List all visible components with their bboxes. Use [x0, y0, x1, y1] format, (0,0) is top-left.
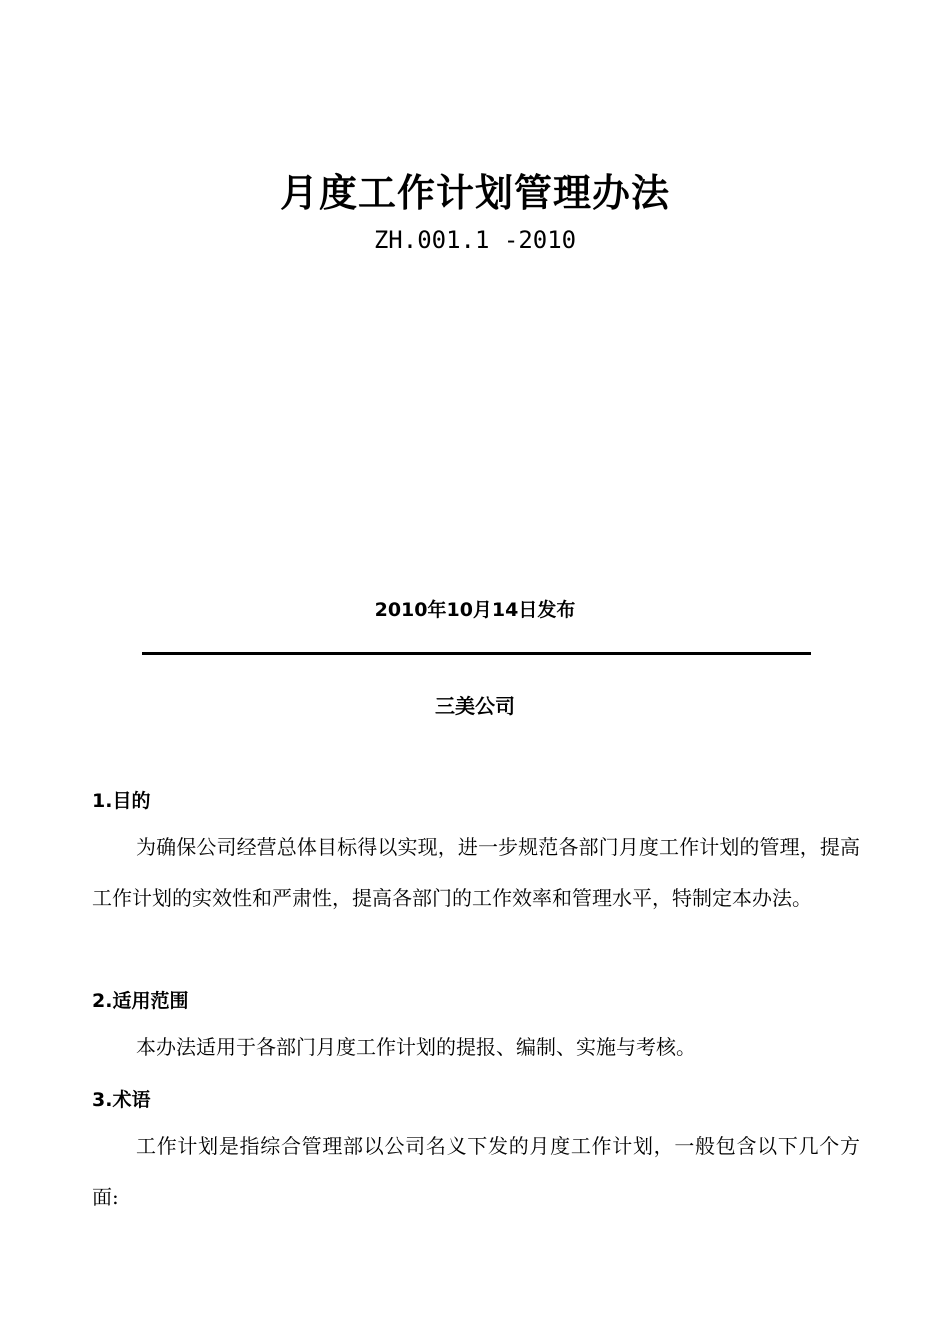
- paragraph-terms: 工作计划是指综合管理部以公司名义下发的月度工作计划，一般包含以下几个方面:: [92, 1134, 860, 1209]
- document-title: 月度工作计划管理办法: [279, 171, 670, 215]
- paragraph-purpose: 为确保公司经营总体目标得以实现，进一步规范各部门月度工作计划的管理，提高工作计划的实效性和严肃性，提高各部门的工作效率和管理水平，特制定本办法。: [92, 835, 860, 910]
- section-body-terms: [92, 1121, 860, 1223]
- document-code: ZH.001.1 -2010: [373, 226, 577, 254]
- horizontal-divider: [142, 652, 811, 655]
- section-heading-terms: 3.术语: [92, 1089, 151, 1111]
- publish-date: 2010年10月14日发布: [374, 599, 576, 621]
- paragraph-scope: 本办法适用于各部门月度工作计划的提报、编制、实施与考核。: [136, 1035, 696, 1059]
- section-body-purpose: [92, 822, 860, 924]
- section-heading-scope: 2.适用范围: [92, 990, 189, 1012]
- section-body-scope: [92, 1022, 860, 1073]
- company-name: 三美公司: [435, 694, 515, 718]
- section-heading-purpose: 1.目的: [92, 790, 151, 812]
